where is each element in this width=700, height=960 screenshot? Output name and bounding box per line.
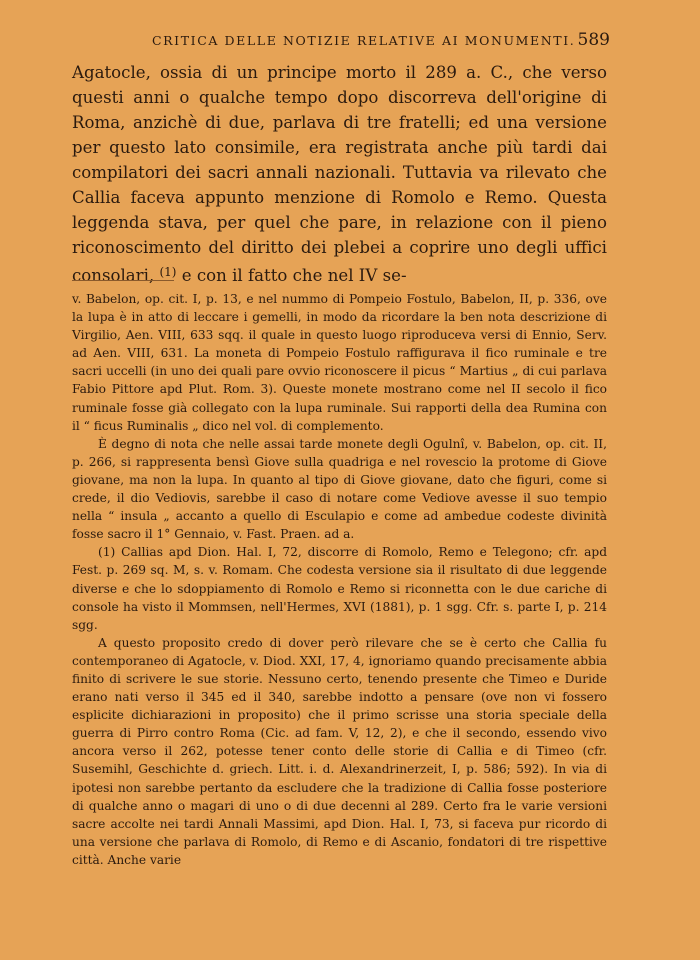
page-header [72,30,610,50]
footnote-paragraph: A questo proposito credo di dover però rilevare che se è certo che Callia fu contemporaneo di Agatocle, v. Diod. XXI, 17, 4, ignoriamo quando precisamente abbia finito di scrivere le sue storie. Nessuno certo, tenendo presente che Timeo e Duride erano nati verso il 345 ed il 340, sarebbe indotto a pensare (ove non vi fossero esplicite dichiarazioni in proposito) che il primo scrisse una storia speciale della guerra di Pirro contro Roma (Cic. ad fam. V, 12, 2), e che il secondo, essendo vivo ancora verso il 262, potesse tener conto delle storie di Callia e di Timeo (cfr. Susemihl, Geschichte d. griech. Litt. i. d. Alexandrinerzeit, I, p. 586; 592). In via di ipotesi non sarebbe pertanto da escludere che la tradizione di Callia fosse posteriore di qualche anno o magari di uno o di due decenni al 289. Certo fra le varie versioni sacre accolte nei tardi Annali Massimi, apd Dion. Hal. I, 73, si faceva pur ricordo di una versione che parlava di Romolo, di Remo e di Ascanio, fondatori di tre rispettive città. Anche varie [72,635,607,867]
footnote-divider [72,280,174,281]
footnote-reference: (1) [159,265,177,279]
footnote-1: (1) Callias apd Dion. Hal. I, 72, discorre di Romolo, Remo e Telegono; cfr. apd Fest. p. 269 sq. M, s. v. Romam. Che codesta versione sia il risultato di due leggende diverse e che lo sdoppiamento di Romolo e Remo si riconnetta con le due cariche di console ha visto il Mommsen, nell'Hermes, XVI (1881), p. 1 sgg. Cfr. s. parte I, p. 214 sgg. [72,545,607,632]
footnote-continuation: v. Babelon, op. cit. I, p. 13, e nel nummo di Pompeio Fostulo, Babelon, II, p. 336, ove la lupa è in atto di leccare i gemelli, in modo da ricordare la ben nota descrizione di Virgilio, Aen. VIII, 633 sqq. il quale in questo luogo riproduceva versi di Ennio, Serv. ad Aen. VIII, 631. La moneta di Pompeio Fostulo raffigurava il fico ruminale e tre sacri uccelli (in uno dei quali pare ovvio riconoscere il picus “ Martius „ di cui parlava Fabio Pittore apd Plut. Rom. 3). Queste monete mostrano come nel II secolo il fico ruminale fosse già collegato con la lupa ruminale. Sui rapporti della dea Rumina con il “ ficus Ruminalis „ dico nel vol. di complemento. [72,292,607,433]
main-text [72,60,607,288]
main-paragraph-text: Agatocle, ossia di un principe morto il 289 a. C., che verso questi anni o qualche tempo dopo discorreva dell'origine di Roma, anzichè di due, parlava di tre fratelli; ed una versione per questo lato consimile, era registrata anche più tardi dai compilatori dei sacri annali nazionali. Tuttavia va rilevato che Callia faceva appunto menzione di Romolo e Remo. Questa leggenda stava, per quel che pare, in relazione con il pieno riconoscimento del diritto dei plebei a coprire uno degli uffici consolari, [72,63,607,285]
footnote-paragraph: È degno di nota che nelle assai tarde monete degli Ogulnî, v. Babelon, op. cit. II, p. 266, si rappresenta bensì Giove sulla quadriga e nel rovescio la protome di Giove giovane, ma non la lupa. In quanto al tipo di Giove giovane, dato che figuri, come si crede, il dio Vediovis, sarebbe il caso di notare come Vediove avesse il suo tempio nella “ insula „ accanto a quello di Esculapio e come ad ambedue codeste divinità fosse sacro il 1° Gennaio, v. Fast. Praen. ad a. [72,436,607,542]
page-number: 589 [577,30,610,50]
main-paragraph-end: e con il fatto che nel IV se- [176,266,407,285]
footnotes [72,290,607,869]
running-title: CRITICA DELLE NOTIZIE RELATIVE AI MONUMENTI. [152,33,576,48]
main-paragraph [72,60,607,288]
